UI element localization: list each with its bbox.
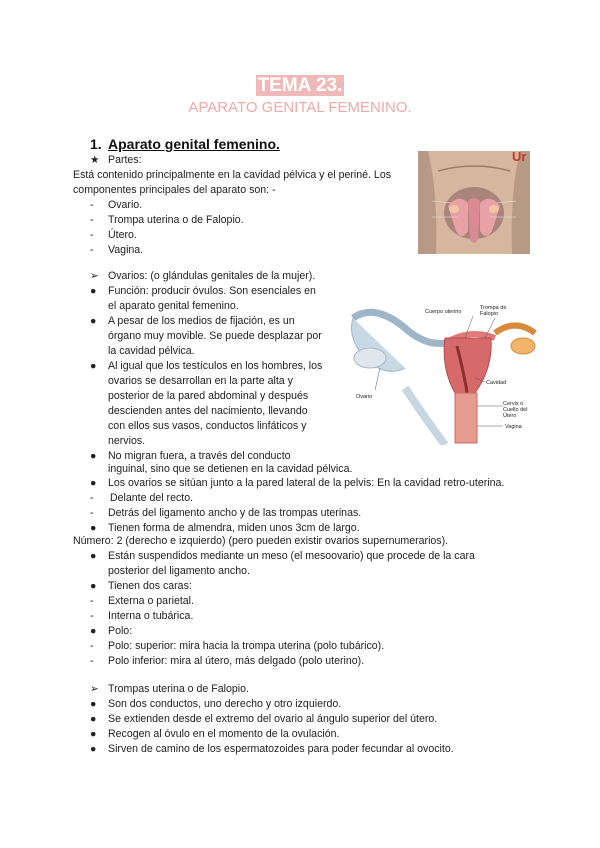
text-line: Tienen dos caras: [108, 580, 192, 592]
bullet-marker: ● [90, 550, 97, 562]
dash-marker: - [90, 640, 94, 652]
bullet-marker: ● [90, 743, 97, 755]
text-line: el aparato genital femenino. [108, 300, 239, 312]
bullet-marker: ● [90, 698, 97, 710]
text-line: Interna o tubárica. [108, 610, 194, 622]
uterus-diagram [345, 298, 540, 445]
section-number: 1. [90, 136, 102, 152]
dash-marker: - [90, 610, 94, 622]
star-marker: ★ [90, 154, 100, 166]
bullet-marker: ● [90, 580, 97, 592]
section-heading-text: Aparato genital femenino. [108, 136, 280, 152]
text-line: Polo inferior: mira al útero, más delgado (polo uterino). [108, 655, 365, 667]
label-ovario: Ovario [356, 394, 373, 400]
text-line: Trompa uterina o de Falopio. [108, 214, 244, 226]
dash-marker: - [90, 214, 94, 226]
text-line: Detrás del ligamento ancho y de las trompas uterinas. [108, 507, 362, 519]
label-cervix: Cervix o Cuello del Útero [503, 401, 528, 419]
text-line: Recogen al óvulo en el momento de la ovulación. [108, 728, 340, 740]
bullet-marker: ● [90, 450, 97, 462]
dash-marker: - [90, 229, 94, 241]
bullet-marker: ● [90, 728, 97, 740]
text-line: posterior del ligamento ancho. [108, 565, 250, 577]
text-line: nervios. [108, 435, 146, 447]
text-line: Polo: [108, 625, 133, 637]
dash-marker: - [90, 507, 94, 519]
text-line: Están suspendidos mediante un meso (el mesoovario) que procede de la cara [108, 550, 475, 562]
arrow-marker: ➢ [90, 683, 99, 695]
bullet-marker: ● [90, 713, 97, 725]
text-line: Partes: [108, 154, 142, 166]
text-line: Los ovarios se sitúan junto a la pared lateral de la pelvis: En la cavidad retro-uterina. [108, 477, 505, 489]
text-line: Ovario. [108, 199, 143, 211]
text-line: Se extienden desde el extremo del ovario al ángulo superior del útero. [108, 713, 438, 725]
text-line: Vagina. [108, 244, 144, 256]
label-cavidad: Cavidad [486, 380, 507, 386]
text-line: Al igual que los testículos en los hombres, los [108, 360, 323, 372]
bullet-marker: ● [90, 522, 97, 534]
arrow-marker: ➢ [90, 270, 99, 282]
text-line: Útero. [108, 229, 137, 241]
text-line: descienden antes del nacimiento, llevando [108, 405, 308, 417]
text-line: Ovarios: (o glándulas genitales de la mujer). [108, 270, 316, 282]
page-subtitle: APARATO GENITAL FEMENINO. [188, 99, 412, 116]
section-heading [90, 136, 280, 153]
bullet-marker: ● [90, 285, 97, 297]
text-line: órgano muy movible. Se puede desplazar por [108, 330, 322, 342]
text-line: componentes principales del aparato son: - [73, 184, 276, 196]
dash-marker: - [90, 655, 94, 667]
text-line: Son dos conductos, uno derecho y otro izquierdo. [108, 698, 342, 710]
dash-marker: - [90, 595, 94, 607]
text-line: ovarios se desarrollan en la parte alta y [108, 375, 293, 387]
text-line: Delante del recto. [110, 492, 194, 504]
text-line: inguinal, sino que se detienen en la cavidad pélvica. [108, 463, 353, 475]
text-line: Está contenido principalmente en la cavidad pélvica y el periné. Los [73, 169, 392, 181]
text-line: Sirven de camino de los espermatozoides para poder fecundar al ovocito. [108, 743, 454, 755]
text-line: la cavidad pélvica. [108, 345, 195, 357]
label-cuerpo-uterino: Cuerpo uterino [425, 309, 462, 315]
text-line: Función: producir óvulos. Son esenciales en [108, 285, 316, 297]
bullet-marker: ● [90, 315, 97, 327]
title-text: TEMA 23. [257, 75, 343, 96]
page-title [0, 75, 600, 97]
torso-anatomy-illustration [418, 151, 530, 254]
bullet-marker: ● [90, 625, 97, 637]
label-vagina: Vagina [505, 424, 522, 430]
text-line: No migran fuera, a través del conducto [108, 450, 291, 462]
text-line: con ellos sus vasos, conductos linfáticos y [108, 420, 307, 432]
bullet-marker: ● [90, 477, 97, 489]
text-line: Tienen forma de almendra, miden unos 3cm de largo. [108, 522, 360, 534]
text-line: A pesar de los medios de fijación, es un [108, 315, 295, 327]
label-trompa-falopio: Trompa de Falopio [480, 305, 507, 317]
dash-marker: - [90, 492, 94, 504]
text-line: Externa o parietal. [108, 595, 194, 607]
text-line: Polo: superior: mira hacia la trompa uterina (polo tubárico). [108, 640, 385, 652]
dash-marker: - [90, 199, 94, 211]
text-line: posterior de la pared abdominal y después [108, 390, 309, 402]
text-line: Trompas uterina o de Falopio. [108, 683, 249, 695]
dash-marker: - [90, 244, 94, 256]
figure-corner-text: Ur [512, 149, 527, 164]
bullet-marker: ● [90, 360, 97, 372]
text-line: Número: 2 (derecho e izquierdo) (pero pueden existir ovarios supernumerarios). [73, 535, 449, 547]
